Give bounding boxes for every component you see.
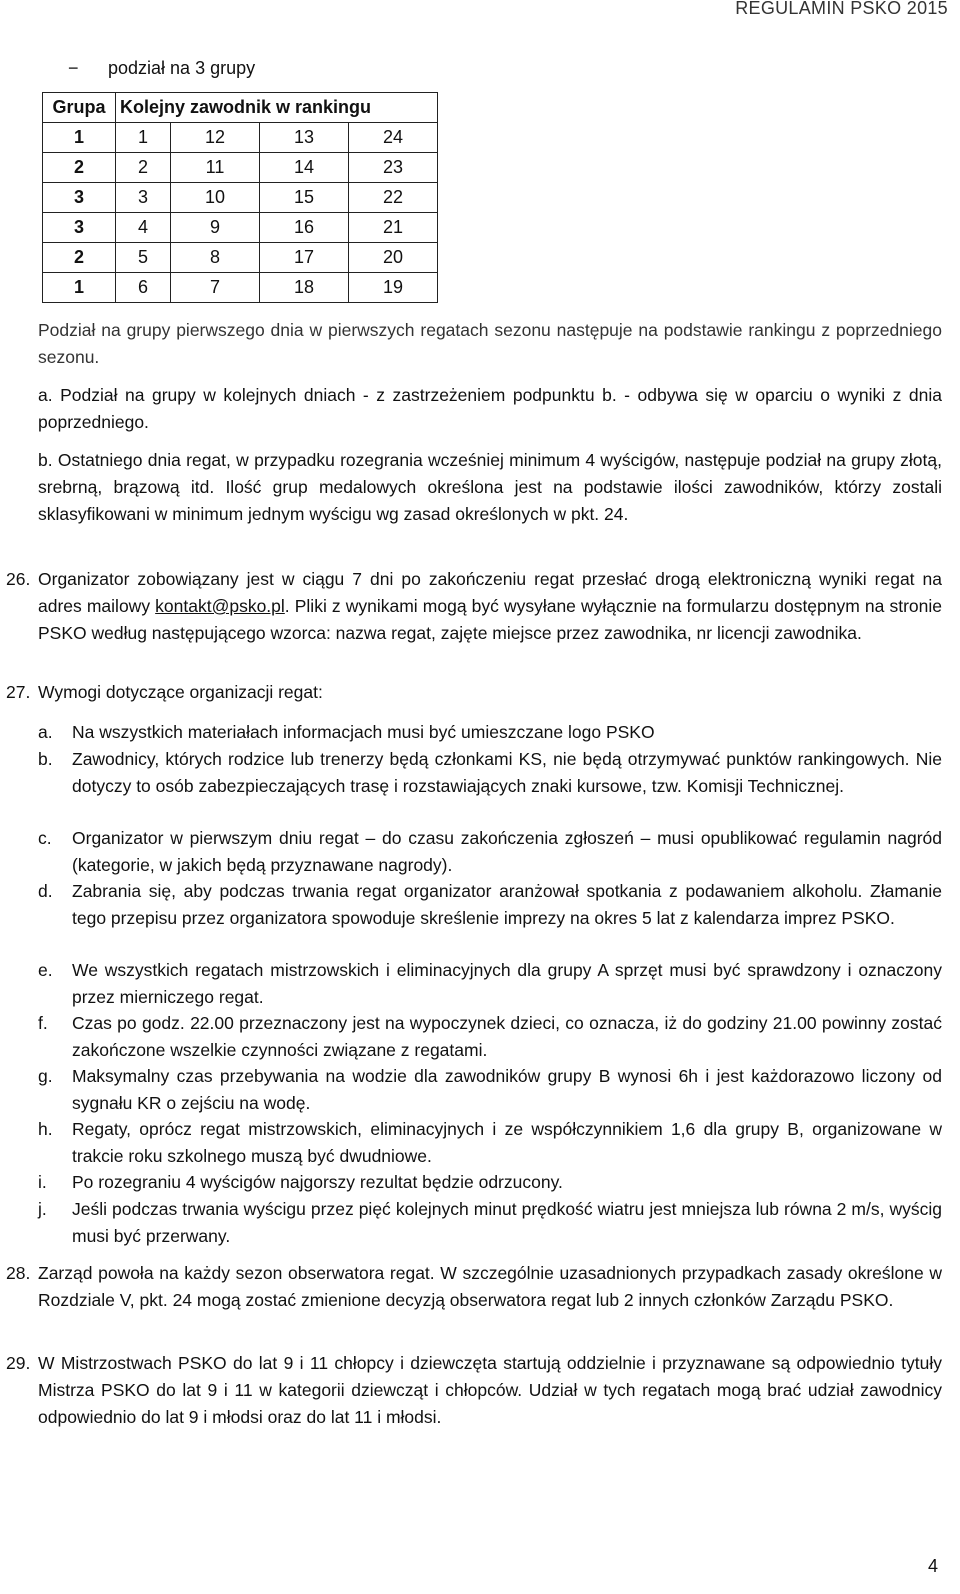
sub-item-a [38, 719, 942, 746]
sub-item-letter: c. [38, 828, 52, 848]
bullet-text: podział na 3 grupy [108, 58, 256, 78]
sub-item-h [38, 1116, 942, 1170]
table-cell: 18 [260, 273, 349, 303]
sub-item-text: Maksymalny czas przebywania na wodzie dla zawodników grupy B wynosi 6h i jest każdorazowo liczony od sygnału KR o zejściu na wodę. [72, 1066, 942, 1113]
table-cell: 7 [171, 273, 260, 303]
sub-item-letter: a. [38, 722, 53, 742]
sub-item-letter: j. [38, 1199, 47, 1219]
item-number: 29. [6, 1353, 31, 1373]
table-cell: 1 [116, 123, 171, 153]
page-number: 4 [927, 1556, 938, 1576]
bullet-line [68, 58, 255, 79]
table-row [43, 183, 438, 213]
groups-table [42, 92, 438, 303]
sub-item-g [38, 1063, 942, 1117]
table-cell-group: 2 [43, 153, 116, 183]
table-cell: 9 [171, 213, 260, 243]
paragraph-b: b. Ostatniego dnia regat, w przypadku rozegrania wcześniej minimum 4 wyścigów, następuje podział na grupy złotą, srebrną, brązową itd. Ilość grup medalowych określona jest na podstawie ilości zawodników, którzy zostali sklasyfikowani w minimum jednym wyścigu wg zasad określonych w pkt. 24. [38, 450, 942, 524]
sub-item-c [38, 825, 942, 879]
item-number: 27. [6, 682, 31, 702]
paragraph-a: a. Podział na grupy w kolejnych dniach - z zastrzeżeniem podpunktu b. - odbywa się w oparciu o wyniki z dnia poprzedniego. [38, 385, 942, 432]
table-row [43, 273, 438, 303]
sub-item-text: Po rozegraniu 4 wyścigów najgorszy rezultat będzie odrzucony. [72, 1172, 563, 1192]
table-cell-group: 2 [43, 243, 116, 273]
sub-item-text: Zabrania się, aby podczas trwania regat organizator aranżował spotkania z podawaniem alkoholu. Złamanie tego przepisu przez organizatora spowoduje skreślenie imprezy na okres 5 lat z kalendarza imprez PSKO. [72, 881, 942, 928]
table-header-row [43, 93, 438, 123]
sub-item-letter: d. [38, 881, 53, 901]
table-cell: 23 [349, 153, 438, 183]
table-row [43, 243, 438, 273]
table-cell: 6 [116, 273, 171, 303]
item-27 [6, 679, 942, 706]
sub-item-text: Na wszystkich materiałach informacjach musi być umieszczane logo PSKO [72, 722, 655, 742]
sub-item-text: Zawodnicy, których rodzice lub trenerzy będą członkami KS, nie będą otrzymywać punktów rankingowych. Nie dotyczy to osób zabezpieczających trasę i rozstawiających znaki kursowe, tzw. Komisji Technicznej. [72, 749, 942, 796]
table-cell: 5 [116, 243, 171, 273]
table-cell: 20 [349, 243, 438, 273]
table-cell: 24 [349, 123, 438, 153]
sub-item-text: Czas po godz. 22.00 przeznaczony jest na wypoczynek dzieci, co oznacza, iż do godziny 21.00 powinny zostać zakończone wszelkie czynności związane z regatami. [72, 1013, 942, 1060]
table-cell: 16 [260, 213, 349, 243]
sub-item-letter: h. [38, 1119, 53, 1139]
table-cell-group: 3 [43, 183, 116, 213]
sub-item-text: Regaty, oprócz regat mistrzowskich, eliminacyjnych i ze współczynnikiem 1,6 dla grupy B, organizowane w trakcie roku szkolnego muszą być dwudniowe. [72, 1119, 942, 1166]
table-cell: 22 [349, 183, 438, 213]
item-text-after: . Pliki z wynikami mogą być wysyłane wyłącznie na formularzu dostępnym na stronie PSKO według następującego wzorca: nazwa regat, zajęte miejsce przez zawodnika, nr licencji zawodnika. [38, 596, 942, 643]
sub-item-letter: e. [38, 960, 53, 980]
item-text-before: Organizator zobowiązany jest w ciągu 7 dni po zakończeniu regat przesłać drogą elektroniczną wyniki regat na adres mailowy [38, 569, 942, 616]
table-cell: 14 [260, 153, 349, 183]
sub-item-text: Organizator w pierwszym dniu regat – do czasu zakończenia zgłoszeń – musi opublikować regulamin nagród (kategorie, w jakich będą przyznawane nagrody). [72, 828, 942, 875]
sub-item-letter: g. [38, 1066, 53, 1086]
table-row [43, 213, 438, 243]
table-cell: 19 [349, 273, 438, 303]
table-cell: 12 [171, 123, 260, 153]
item-text: Zarząd powoła na każdy sezon obserwatora regat. W szczególnie uzasadnionych przypadkach zasady określone w Rozdziale V, pkt. 24 mogą zostać zmienione decyzją obserwatora regat lub 2 innych członków Zarządu PSKO. [38, 1263, 942, 1310]
table-cell: 3 [116, 183, 171, 213]
table-cell-group: 1 [43, 273, 116, 303]
sub-item-b [38, 746, 942, 800]
item-29 [6, 1350, 942, 1431]
sub-item-text: Jeśli podczas trwania wyścigu przez pięć kolejnych minut prędkość wiatru jest mniejsza lub równa 2 m/s, wyścig musi być przerwany. [72, 1199, 942, 1246]
paragraph-intro: Podział na grupy pierwszego dnia w pierwszych regatach sezonu następuje na podstawie rankingu z poprzedniego sezonu. [38, 320, 942, 367]
sub-item-letter: i. [38, 1172, 47, 1192]
sub-item-d [38, 878, 942, 932]
item-number: 26. [6, 569, 31, 589]
sub-item-letter: b. [38, 749, 53, 769]
item-text: Wymogi dotyczące organizacji regat: [38, 682, 323, 702]
bullet-dash: − [68, 58, 79, 78]
table-header-group: Grupa [43, 93, 116, 123]
email-link[interactable]: kontakt@psko.pl [155, 596, 285, 616]
table-cell: 13 [260, 123, 349, 153]
sub-item-e [38, 957, 942, 1011]
sub-item-f [38, 1010, 942, 1064]
table-cell: 10 [171, 183, 260, 213]
table-row [43, 123, 438, 153]
table-cell: 15 [260, 183, 349, 213]
sub-item-j [38, 1196, 942, 1250]
sub-item-i [38, 1169, 942, 1196]
table-cell: 8 [171, 243, 260, 273]
item-text: W Mistrzostwach PSKO do lat 9 i 11 chłopcy i dziewczęta startują oddzielnie i przyznawane są odpowiednio tytuły Mistrza PSKO do lat 9 i 11 w kategorii dziewcząt i chłopców. Udział w tych regatach mogą brać udział zawodnicy odpowiednio do lat 9 i młodsi oraz do lat 11 i młodsi. [38, 1353, 942, 1427]
table-cell: 11 [171, 153, 260, 183]
table-cell-group: 1 [43, 123, 116, 153]
item-number: 28. [6, 1263, 31, 1283]
sub-item-letter: f. [38, 1013, 48, 1033]
item-text [38, 566, 942, 647]
table-cell: 2 [116, 153, 171, 183]
table-header-ranking: Kolejny zawodnik w rankingu [116, 93, 438, 123]
item-26 [6, 566, 942, 647]
item-28 [6, 1260, 942, 1314]
table-cell: 17 [260, 243, 349, 273]
table-cell: 21 [349, 213, 438, 243]
sub-item-text: We wszystkich regatach mistrzowskich i eliminacyjnych dla grupy A sprzęt musi być sprawdzony i oznaczony przez mierniczego regat. [72, 960, 942, 1007]
table-cell-group: 3 [43, 213, 116, 243]
table-cell: 4 [116, 213, 171, 243]
header-title: REGULAMIN PSKO 2015 [735, 0, 948, 18]
table-row [43, 153, 438, 183]
